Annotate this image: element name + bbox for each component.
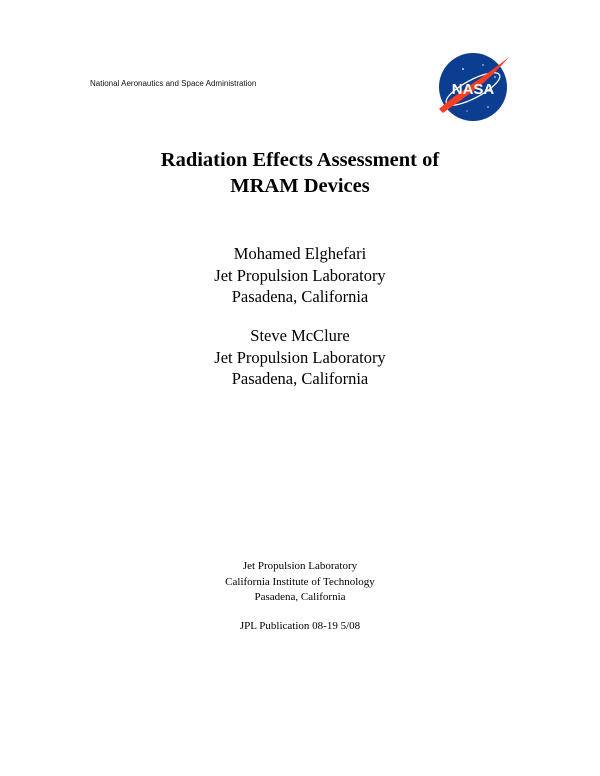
publisher-institute: California Institute of Technology <box>225 575 375 588</box>
title-line-1: Radiation Effects Assessment of <box>160 149 440 171</box>
agency-name: National Aeronautics and Space Administration <box>90 79 257 88</box>
publication-number: JPL Publication 08-19 5/08 <box>239 620 361 632</box>
publisher-location: Pasadena, California <box>254 591 346 603</box>
publisher-block <box>0 559 600 606</box>
author-name: Mohamed Elghefari <box>233 244 367 263</box>
author-location: Pasadena, California <box>231 287 369 306</box>
logo-text: NASA <box>451 81 495 98</box>
publisher-org: Jet Propulsion Laboratory <box>242 560 358 572</box>
title-line-2: MRAM Devices <box>230 175 370 197</box>
document-title <box>0 147 600 199</box>
author-org: Jet Propulsion Laboratory <box>214 347 386 367</box>
author-location: Pasadena, California <box>231 369 369 388</box>
author-org: Jet Propulsion Laboratory <box>214 265 386 285</box>
author-name: Steve McClure <box>250 326 350 345</box>
author-2 <box>0 325 600 390</box>
author-1 <box>0 243 600 308</box>
nasa-logo <box>433 47 513 127</box>
